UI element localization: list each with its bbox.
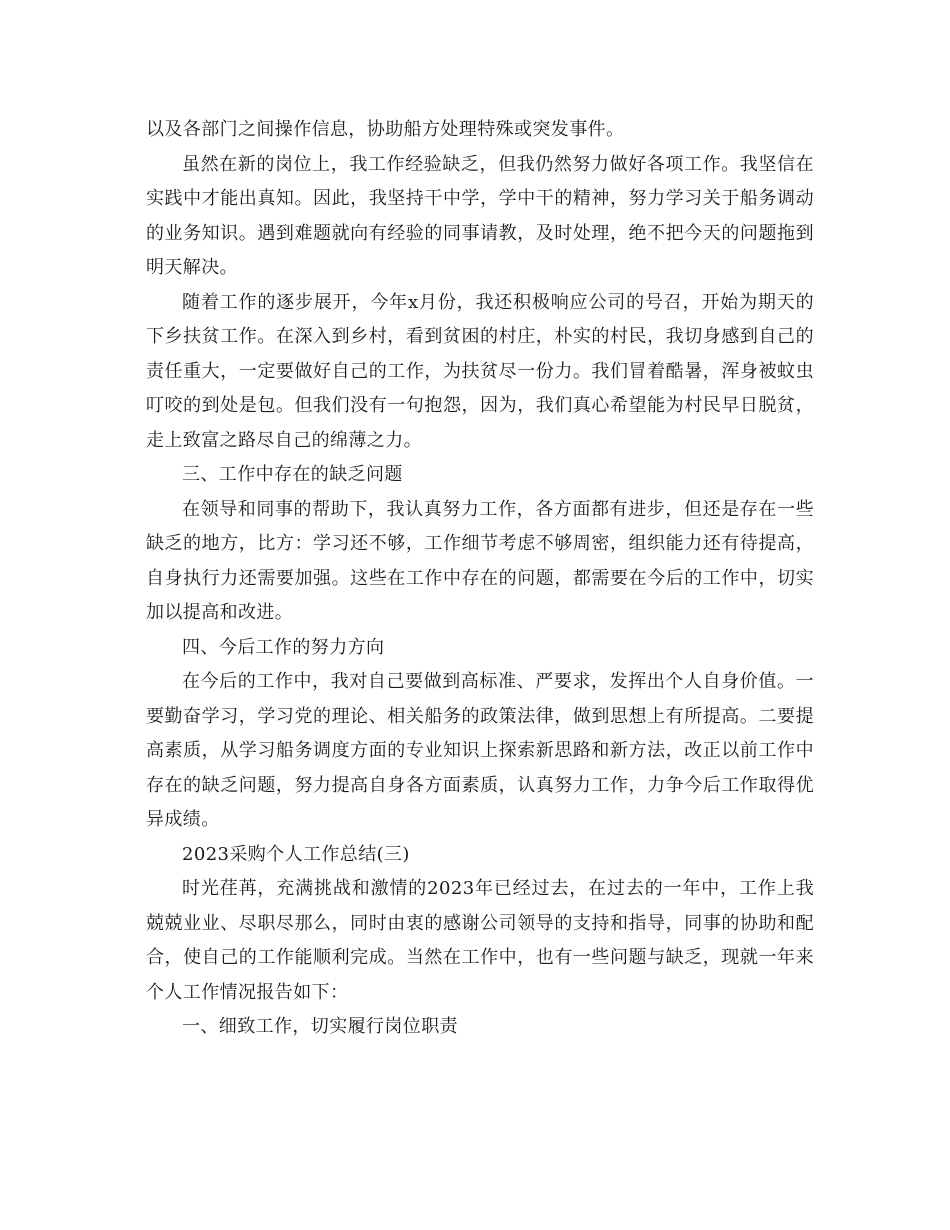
paragraph-poverty-relief: 随着工作的逐步展开，今年x月份，我还积极响应公司的号召，开始为期天的下乡扶贫工作。在深入到乡村，看到贫困的村庄，朴实的村民，我切身感到自己的责任重大，一定要做好自己的工作，为扶贫尽一份力。我们冒着酷暑，浑身被蚊虫叮咬的到处是包。但我们没有一句抱怨，因为，我们真心希望能为村民早日脱贫，走上致富之路尽自己的绵薄之力。 [146,291,814,451]
paragraph-problems: 在领导和同事的帮助下，我认真努力工作，各方面都有进步，但还是存在一些缺乏的地方，比方：学习还不够，工作细节考虑不够周密，组织能力还有待提高，自身执行力还需要加强。这些在工作中存在的问题，都需要在今后的工作中，切实加以提高和改进。 [146,498,814,623]
section-heading-problems: 三、工作中存在的缺乏问题 [182,464,403,485]
section-heading-duties: 一、细致工作，切实履行岗位职责 [182,1016,458,1037]
paragraph-year-review: 时光荏苒，充满挑战和激情的2023年已经过去，在过去的一年中，工作上我兢兢业业、尽职尽那么，同时由衷的感谢公司领导的支持和指导，同事的协助和配合，使自己的工作能顺利完成。当然在工作中，也有一些问题与缺乏，现就一年来个人工作情况报告如下： [146,878,814,1003]
section-heading-future-direction: 四、今后工作的努力方向 [182,636,385,658]
document-subtitle-part-three: 2023采购个人工作总结(三) [182,843,410,865]
paragraph-future-direction: 在今后的工作中，我对自己要做到高标准、严要求，发挥出个人自身价值。一要勤奋学习，学习党的理论、相关船务的政策法律，做到思想上有所提高。二要提高素质，从学习船务调度方面的专业知识上探索新思路和新方法，改正以前工作中存在的缺乏问题，努力提高自身各方面素质，认真努力工作，力争今后工作取得优异成绩。 [146,671,814,830]
paragraph-continuation: 以及各部门之间操作信息，协助船方处理特殊或突发事件。 [146,119,625,140]
paragraph-new-position: 虽然在新的岗位上，我工作经验缺乏，但我仍然努力做好各项工作。我坚信在实践中才能出真知。因此，我坚持干中学，学中干的精神，努力学习关于船务调动的业务知识。遇到难题就向有经验的同事请教，及时处理，绝不把今天的问题拖到明天解决。 [146,153,814,278]
document-body [146,113,814,1045]
